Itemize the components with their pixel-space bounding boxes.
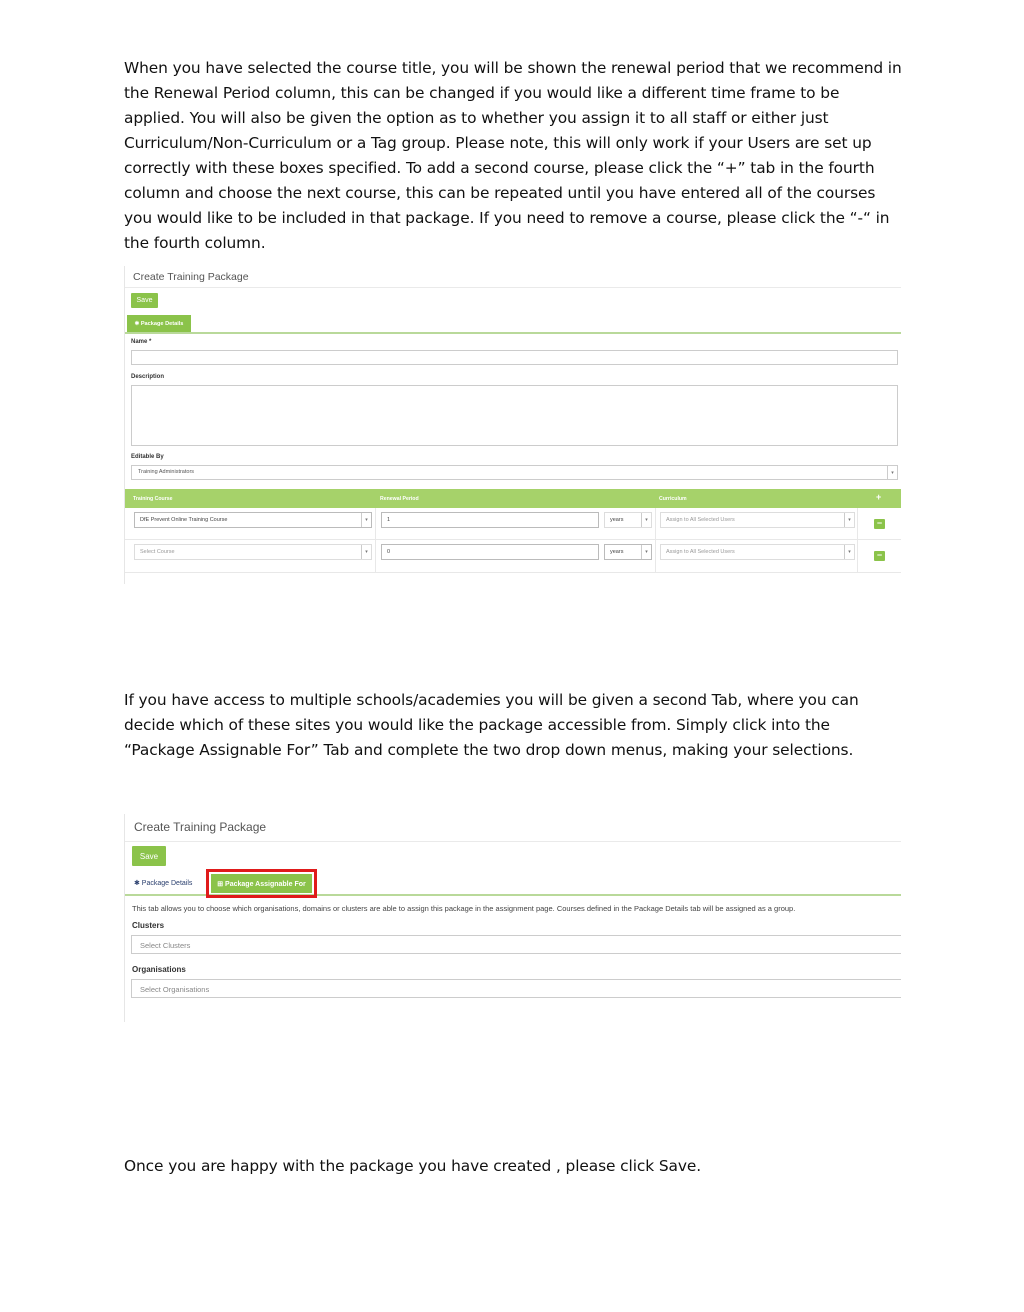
col-renewal-period: Renewal Period <box>380 496 419 502</box>
chevron-down-icon: ▾ <box>641 545 651 559</box>
period-unit-value: years <box>610 549 624 555</box>
organisations-label: Organisations <box>132 965 186 974</box>
name-label: Name * <box>131 339 152 345</box>
renewal-period-input[interactable] <box>381 544 599 560</box>
chevron-down-icon: ▾ <box>641 513 651 527</box>
tab-package-assignable-for[interactable]: ⊞ Package Assignable For <box>211 874 312 893</box>
divider <box>125 572 901 573</box>
courses-table-header <box>125 489 901 508</box>
course-value: Select Course <box>140 549 175 555</box>
period-unit-select[interactable] <box>604 544 652 560</box>
save-button[interactable]: Save <box>131 293 158 308</box>
clusters-select[interactable] <box>131 935 901 954</box>
chevron-down-icon: ▾ <box>887 466 897 479</box>
remove-course-button[interactable]: − <box>874 551 885 561</box>
name-field[interactable] <box>131 350 898 365</box>
add-course-button[interactable]: + <box>876 492 882 502</box>
renewal-period-input[interactable] <box>381 512 599 528</box>
tab-description: This tab allows you to choose which organisations, domains or clusters are able to assign this package in the assignment page. Courses defined in the Package Details tab will be assigned as a group. <box>132 904 796 913</box>
curriculum-value: Assign to All Selected Users <box>666 517 735 523</box>
clusters-label: Clusters <box>132 921 165 930</box>
period-unit-select[interactable] <box>604 512 652 528</box>
intro-paragraph: When you have selected the course title, you will be shown the renewal period that we recommend in the Renewal Period column, this can be changed if you would like a different time frame to be applied. You will also be given the option as to whether you assign it to all staff or either just Curriculum/Non-Curriculum or a Tag group. Please note, this will only work if your Users are set up correctly with these boxes specified. To add a second course, please click the “+” tab in the fourth column and choose the next course, this can be repeated until you have entered all of the courses you would like to be included in that package. If you need to remove a course, please click the “-“ in the fourth column. <box>124 59 902 252</box>
curriculum-select[interactable] <box>660 512 855 528</box>
editable-by-label: Editable By <box>131 454 164 460</box>
closing-paragraph: Once you are happy with the package you have created , please click Save. <box>124 1157 702 1175</box>
curriculum-value: Assign to All Selected Users <box>666 549 735 555</box>
divider <box>375 508 376 572</box>
divider <box>125 287 901 288</box>
page-title: Create Training Package <box>133 271 249 283</box>
highlight-box <box>206 869 317 898</box>
course-select[interactable] <box>134 512 372 528</box>
editable-by-value: Training Administrators <box>138 469 195 475</box>
description-field[interactable] <box>131 385 898 446</box>
organisations-placeholder: Select Organisations <box>140 985 210 994</box>
renewal-period-value: 0 <box>387 549 391 555</box>
tab-explanation-paragraph: If you have access to multiple schools/academies you will be given a second Tab, where you can decide which of these sites you would like the package accessible from. Simply click into the “Package Assignable For” Tab and complete the two drop down menus, making your selections. <box>124 691 859 759</box>
course-value: DfE Prevent Online Training Course <box>140 517 228 523</box>
chevron-down-icon: ▾ <box>844 513 854 527</box>
renewal-period-value: 1 <box>387 517 391 523</box>
assignable-for-screenshot <box>124 814 901 1022</box>
chevron-down-icon: ▾ <box>844 545 854 559</box>
tab-package-details[interactable]: ✱ Package Details <box>134 880 193 887</box>
period-unit-value: years <box>610 517 624 523</box>
chevron-down-icon: ▾ <box>361 545 371 559</box>
editable-by-select[interactable] <box>131 465 898 480</box>
divider <box>857 508 858 572</box>
organisations-select[interactable] <box>131 979 901 998</box>
col-curriculum: Curriculum <box>659 496 687 502</box>
tab-underline <box>125 332 901 334</box>
divider <box>655 508 656 572</box>
save-button[interactable]: Save <box>132 846 166 866</box>
tab-package-details[interactable]: ✱ Package Details <box>127 315 191 332</box>
description-label: Description <box>131 374 165 380</box>
page-title: Create Training Package <box>134 820 267 834</box>
divider <box>125 841 901 842</box>
create-package-screenshot <box>124 266 901 584</box>
curriculum-select[interactable] <box>660 544 855 560</box>
col-training-course: Training Course <box>133 496 173 502</box>
chevron-down-icon: ▾ <box>361 513 371 527</box>
divider <box>125 539 901 540</box>
remove-course-button[interactable]: − <box>874 519 885 529</box>
course-select[interactable] <box>134 544 372 560</box>
clusters-placeholder: Select Clusters <box>140 941 191 950</box>
